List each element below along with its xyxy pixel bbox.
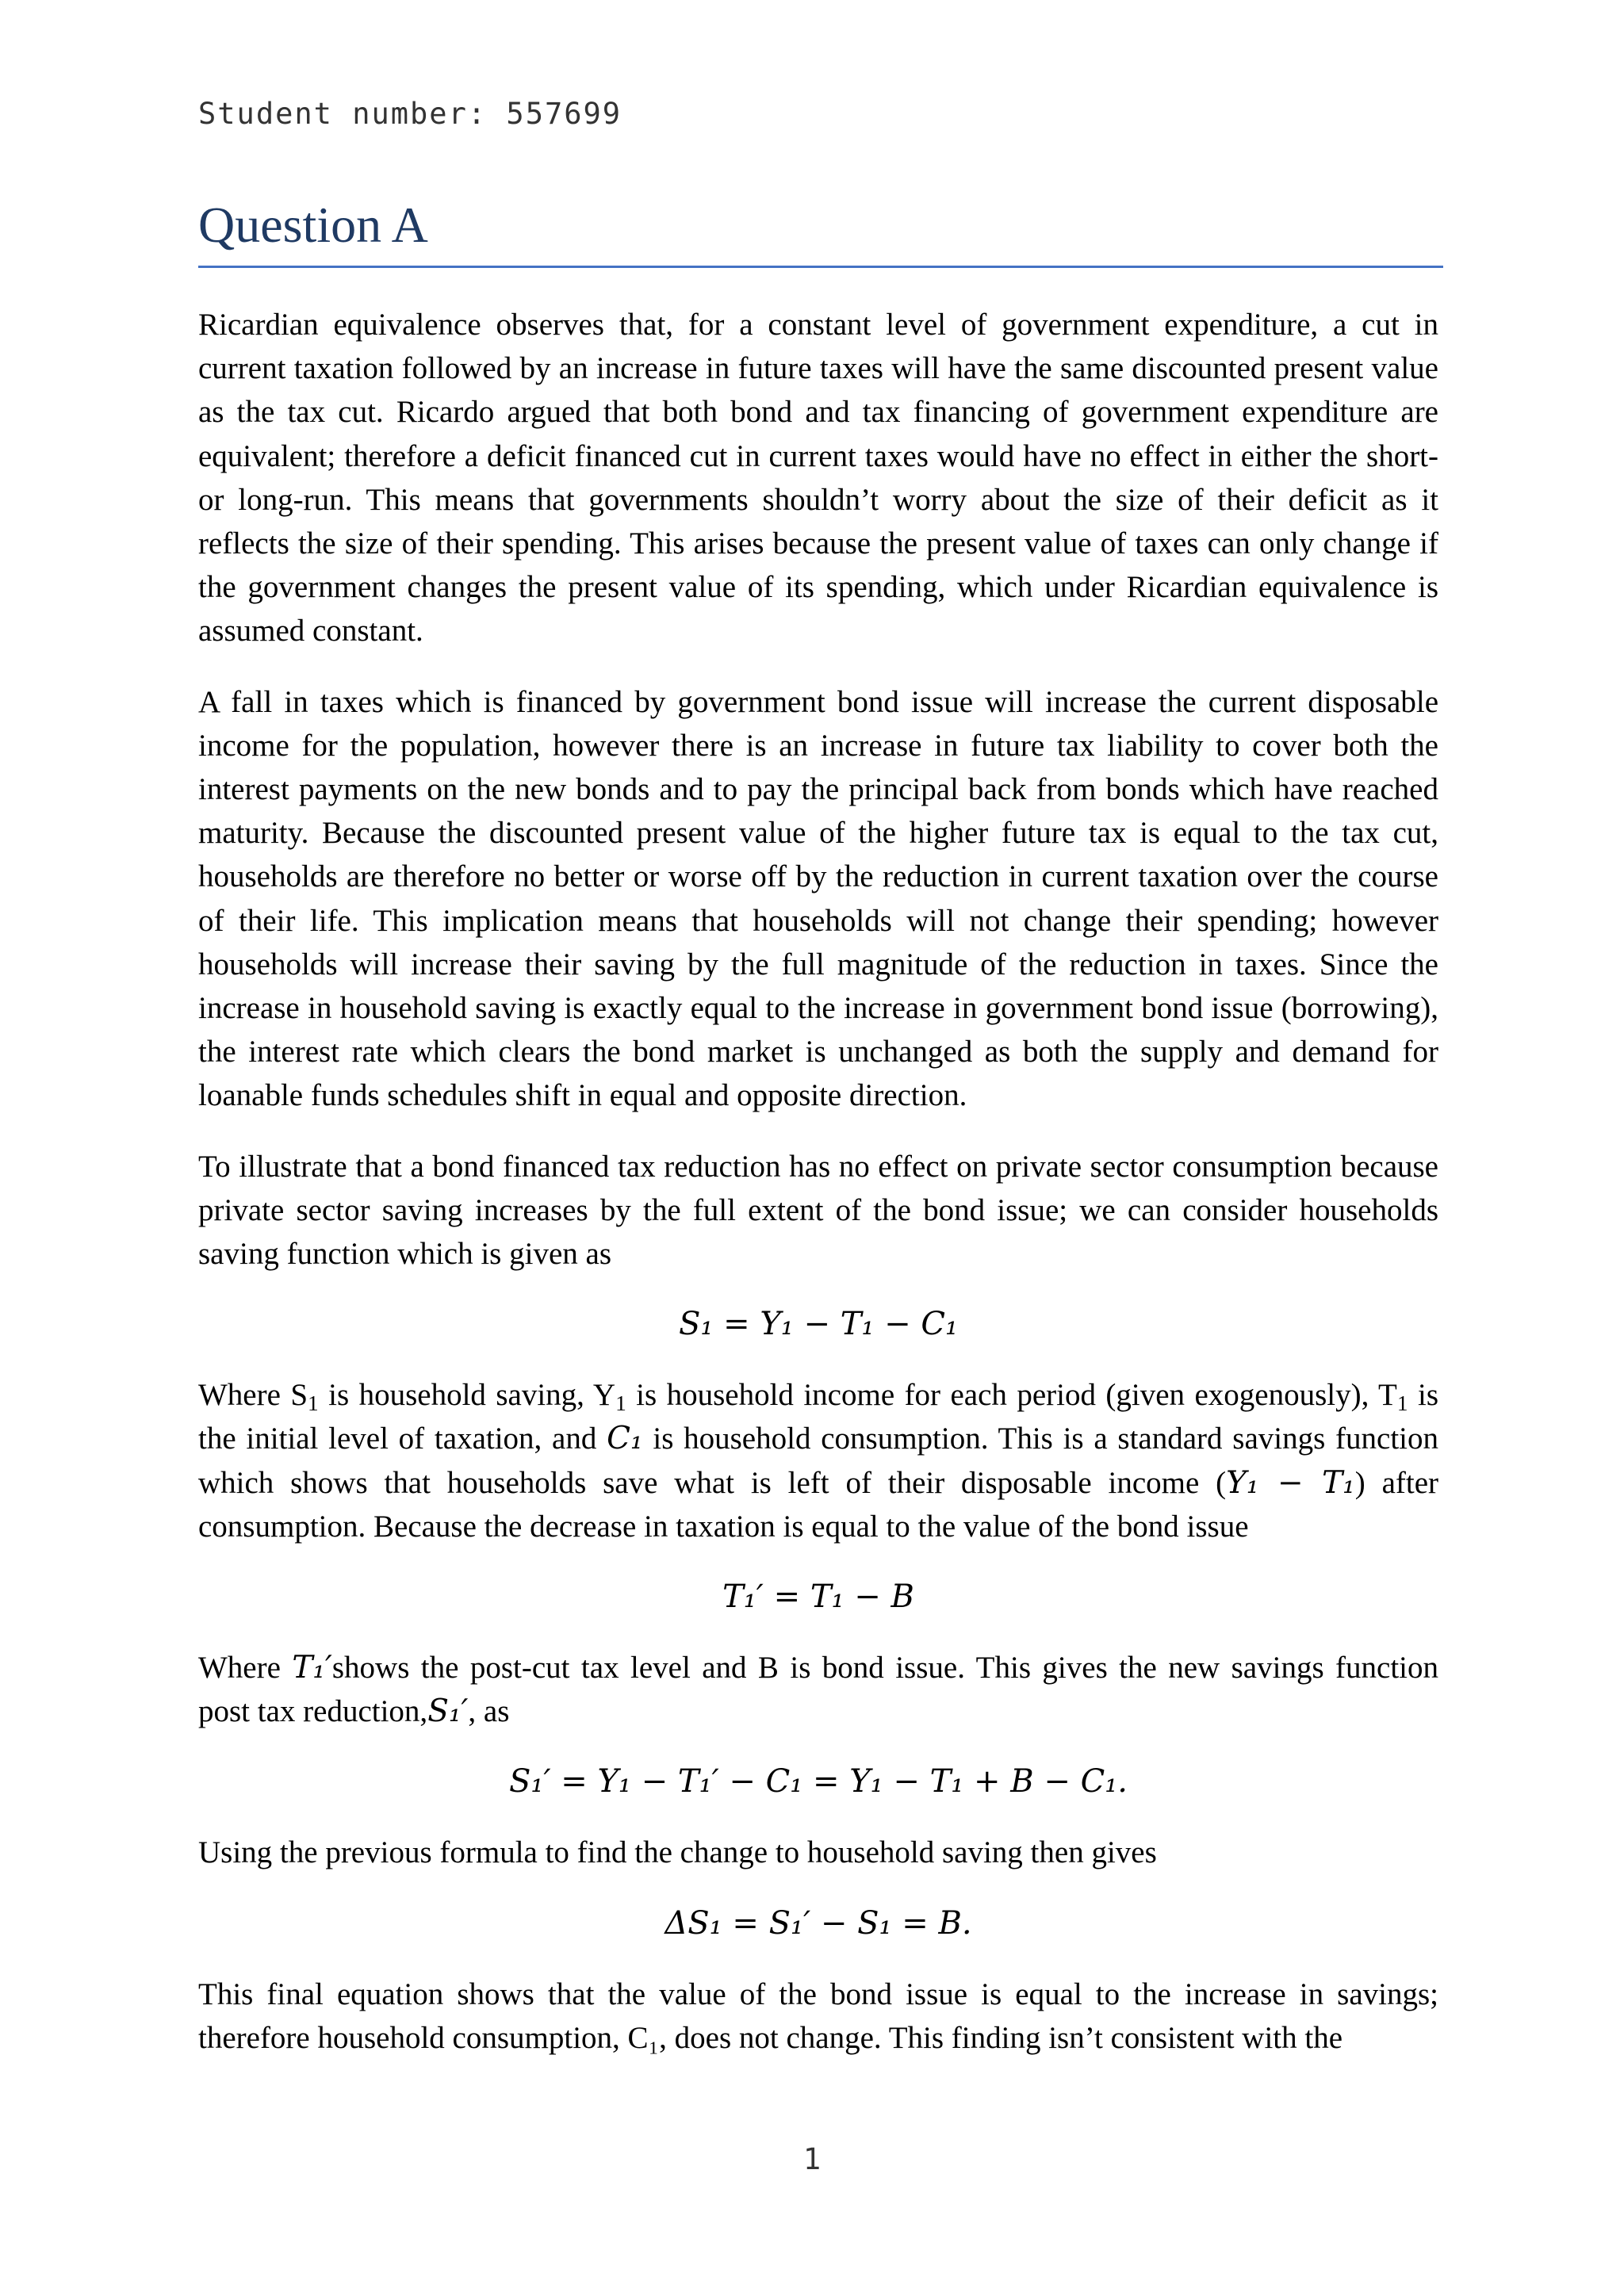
equation-post-cut-tax: T₁′ = T₁ − B bbox=[722, 1578, 914, 1616]
text-fragment: ) after consumption. Because the decrease in taxation is equal to the value of the bond issue bbox=[198, 1465, 1439, 1544]
text-fragment: Where bbox=[198, 1651, 293, 1686]
text-fragment: is the initial level of taxation, and bbox=[198, 1378, 1438, 1456]
text-fragment: Where S bbox=[198, 1378, 308, 1413]
subscript: 1 bbox=[615, 1391, 626, 1416]
inline-math-t1-prime: T₁′ bbox=[292, 1650, 332, 1686]
paragraph-new-savings bbox=[198, 1646, 1438, 1733]
text-fragment: is household saving, Y bbox=[318, 1378, 616, 1413]
inline-math-disposable-income: Y₁ − T₁ bbox=[1226, 1464, 1355, 1501]
equation-savings-function: S₁ = Y₁ − T₁ − C₁ bbox=[678, 1306, 959, 1343]
equation-new-savings-function: S₁′ = Y₁ − T₁′ − C₁ = Y₁ − T₁ + B − C₁. bbox=[509, 1763, 1128, 1800]
document-body bbox=[198, 303, 1438, 2087]
paragraph-illustration: To illustrate that a bond financed tax reduction has no effect on private sector consumption because private sector saving increases by the full extent of the bond issue; we can consider households saving function which is given as bbox=[198, 1149, 1438, 1272]
page-number: 1 bbox=[802, 2142, 822, 2176]
inline-math-s1-prime: S₁′ bbox=[427, 1693, 469, 1730]
text-fragment: is household consumption. This is a standard savings function which shows that households save what is left of their disposable income ( bbox=[198, 1422, 1438, 1500]
student-number-header: Student number: 557699 bbox=[198, 97, 622, 131]
paragraph-variable-definitions bbox=[198, 1373, 1438, 1548]
inline-math-c1: C₁ bbox=[607, 1421, 643, 1457]
text-fragment: , as bbox=[468, 1694, 510, 1729]
paragraph-ricardian-intro: Ricardian equivalence observes that, for a constant level of government expenditure, a cut in current taxation followed by an increase in future taxes will have the same discounted present value as the tax cut. Ricardo argued that both bond and tax financing of government expenditure are equivalent; therefore a deficit financed cut in current taxes would have no effect in either the short- or long-run. This means that governments shouldn’t worry about the size of their deficit as it reflects the size of their spending. This arises because the present value of taxes can only change if the government changes the present value of its spending, which under Ricardian equivalence is assumed constant. bbox=[198, 308, 1438, 649]
paragraph-change-in-saving: Using the previous formula to find the change to household saving then gives bbox=[198, 1835, 1157, 1870]
page-title: Question A bbox=[198, 195, 1443, 268]
equation-change-in-saving: ΔS₁ = S₁′ − S₁ = B. bbox=[665, 1904, 972, 1942]
text-fragment: shows the post-cut tax level and B is bond issue. This gives the new savings function post tax reduction, bbox=[198, 1651, 1439, 1729]
subscript: 1 bbox=[1396, 1391, 1408, 1416]
subscript: 1 bbox=[308, 1391, 319, 1416]
paragraph-tax-fall: A fall in taxes which is financed by government bond issue will increase the current disposable income for the population, however there is an increase in future tax liability to cover both the interest payments on the new bonds and to pay the principal back from bonds which have reached maturity. Because the discounted present value of the higher future tax is equal to the tax cut, households are therefore no better or worse off by the reduction in current taxation over the course of their life. This implication means that households will not change their spending; however households will increase their saving by the full magnitude of the reduction in taxes. Since the increase in household saving is exactly equal to the increase in government bond issue (borrowing), the interest rate which clears the bond market is unchanged as both the supply and demand for loanable funds schedules shift in equal and opposite direction. bbox=[198, 684, 1438, 1113]
text-fragment: is household income for each period (given exogenously), T bbox=[626, 1378, 1397, 1413]
paragraph-conclusion: This final equation shows that the value of the bond issue is equal to the increase in savings; therefore household consumption, C₁, does not change. This finding isn’t consistent with the bbox=[198, 1976, 1438, 2055]
